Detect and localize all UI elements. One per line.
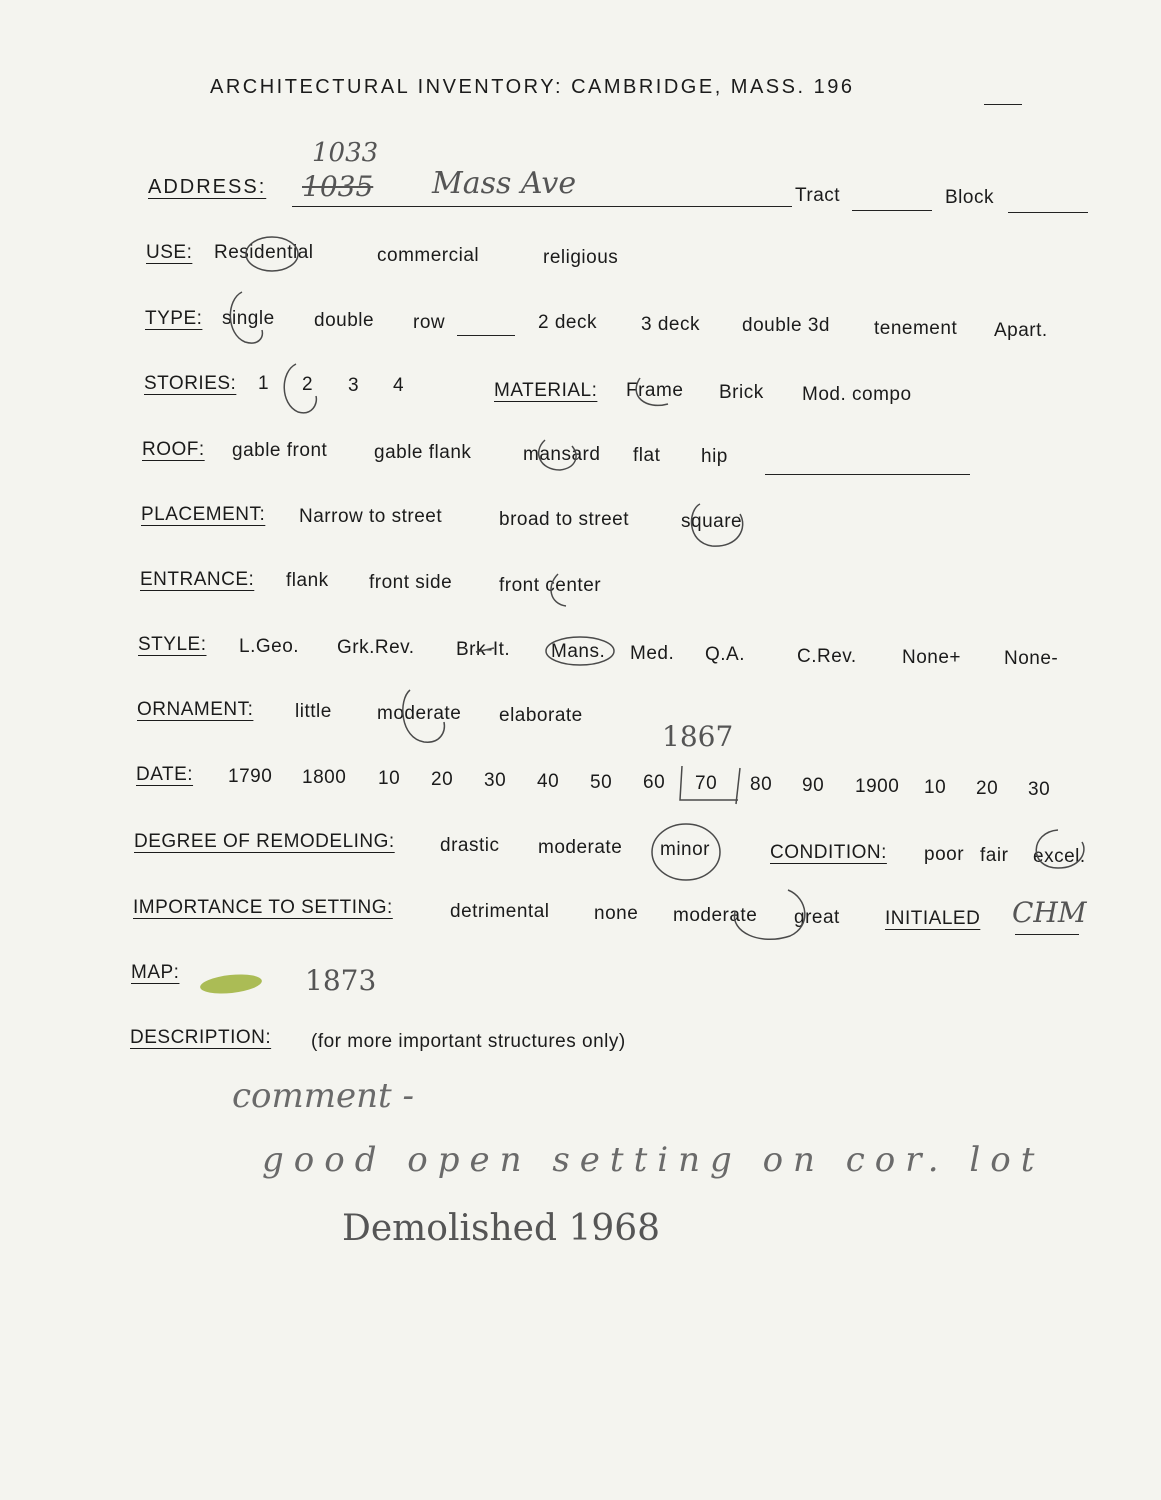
entrance-flank: flank <box>286 570 329 591</box>
ornament-elaborate: elaborate <box>499 705 583 726</box>
importance-great: great <box>794 907 840 928</box>
ornament-moderate: moderate <box>377 703 462 724</box>
date-label: DATE: <box>136 764 194 785</box>
remodeling-moderate: moderate <box>538 837 623 858</box>
address-number-old: 1035 <box>302 170 374 203</box>
stories-3: 3 <box>348 375 360 396</box>
roof-gable-flank: gable flank <box>374 442 472 463</box>
description-handwritten-setting: good open setting on cor. lot <box>262 1140 1045 1180</box>
type-2-deck: 2 deck <box>538 312 597 333</box>
remodeling-label: DEGREE OF REMODELING: <box>134 831 395 852</box>
style-brk-it: Brk-It. <box>456 639 511 660</box>
roof-label: ROOF: <box>142 439 205 460</box>
style-qa: Q.A. <box>705 644 746 665</box>
condition-poor: poor <box>924 844 965 865</box>
stories-label: STORIES: <box>144 373 237 394</box>
placement-label: PLACEMENT: <box>141 504 266 525</box>
material-mod-compo: Mod. compo <box>802 384 912 405</box>
date-1910: 10 <box>924 777 947 798</box>
date-40: 40 <box>537 771 560 792</box>
date-60: 60 <box>643 772 666 793</box>
type-tenement: tenement <box>874 318 958 339</box>
map-handwritten-year: 1873 <box>305 964 377 997</box>
date-70: 70 <box>695 773 718 794</box>
description-note: (for more important structures only) <box>311 1031 626 1052</box>
block-label: Block <box>945 187 994 208</box>
condition-fair: fair <box>980 845 1009 866</box>
style-l-geo: L.Geo. <box>239 636 300 657</box>
importance-detrimental: detrimental <box>450 901 550 922</box>
address-number-new: 1033 <box>312 138 379 168</box>
roof-hip: hip <box>701 446 728 467</box>
form-title: ARCHITECTURAL INVENTORY: CAMBRIDGE, MASS. 196 <box>210 76 855 98</box>
importance-moderate: moderate <box>673 905 758 926</box>
entrance-label: ENTRANCE: <box>140 569 255 590</box>
placement-square: square <box>681 511 743 532</box>
style-mans: Mans. <box>551 641 606 662</box>
tract-label: Tract <box>795 185 841 206</box>
date-30: 30 <box>484 770 507 791</box>
address-line <box>292 206 792 207</box>
address-street: Mass Ave <box>432 166 577 201</box>
type-apart: Apart. <box>994 320 1048 341</box>
type-3-deck: 3 deck <box>641 314 700 335</box>
ornament-little: little <box>295 701 332 722</box>
date-handwritten-year: 1867 <box>662 720 734 753</box>
roof-flat: flat <box>633 445 661 466</box>
material-label: MATERIAL: <box>494 380 598 401</box>
use-residential: Residential <box>214 242 314 263</box>
year-blank-line <box>984 104 1022 105</box>
map-label: MAP: <box>131 962 180 983</box>
roof-gable-front: gable front <box>232 440 328 461</box>
description-label: DESCRIPTION: <box>130 1027 272 1048</box>
remodeling-minor: minor <box>660 839 711 860</box>
entrance-front-side: front side <box>369 572 453 593</box>
block-line <box>1008 212 1088 213</box>
style-c-rev: C.Rev. <box>797 646 857 667</box>
initialed-label: INITIALED <box>885 908 981 929</box>
type-double-3d: double 3d <box>742 315 830 336</box>
date-1800: 1800 <box>302 767 347 788</box>
type-label: TYPE: <box>145 308 203 329</box>
placement-narrow: Narrow to street <box>299 506 443 527</box>
style-none-minus: None- <box>1004 648 1059 669</box>
date-80: 80 <box>750 774 773 795</box>
ornament-label: ORNAMENT: <box>137 699 254 720</box>
description-handwritten-comment: comment - <box>232 1076 414 1116</box>
condition-excel: excel. <box>1033 846 1086 867</box>
entrance-front-center: front center <box>499 575 602 596</box>
style-label: STYLE: <box>138 634 207 655</box>
style-none-plus: None+ <box>902 647 962 668</box>
use-religious: religious <box>543 247 619 268</box>
stories-1: 1 <box>258 373 270 394</box>
roof-mansard: mansard <box>523 444 601 465</box>
type-double: double <box>314 310 375 331</box>
importance-none: none <box>594 903 639 924</box>
material-frame: Frame <box>626 380 684 401</box>
material-brick: Brick <box>719 382 764 403</box>
address-label: ADDRESS: <box>148 176 267 198</box>
stories-4: 4 <box>393 375 405 396</box>
type-single: single <box>222 308 275 329</box>
date-20: 20 <box>431 769 454 790</box>
importance-label: IMPORTANCE TO SETTING: <box>133 897 393 918</box>
type-row: row <box>413 312 446 333</box>
placement-broad: broad to street <box>499 509 630 530</box>
condition-label: CONDITION: <box>770 842 887 863</box>
green-smudge <box>199 972 263 996</box>
description-handwritten-demolished: Demolished 1968 <box>342 1208 661 1249</box>
style-grk-rev: Grk.Rev. <box>337 637 415 658</box>
date-1920: 20 <box>976 778 999 799</box>
type-row-line <box>457 335 515 336</box>
roof-blank-line <box>765 474 970 475</box>
date-1790: 1790 <box>228 766 273 787</box>
use-label: USE: <box>146 242 193 263</box>
date-1900: 1900 <box>855 776 900 797</box>
date-90: 90 <box>802 775 825 796</box>
initialed-line <box>1015 934 1079 935</box>
date-1930: 30 <box>1028 779 1051 800</box>
date-50: 50 <box>590 772 613 793</box>
tract-line <box>852 210 932 211</box>
initialed-handwritten: CHM <box>1012 896 1087 929</box>
use-commercial: commercial <box>377 245 480 266</box>
stories-2: 2 <box>302 374 314 395</box>
style-med: Med. <box>630 643 675 664</box>
date-10: 10 <box>378 768 401 789</box>
remodeling-drastic: drastic <box>440 835 500 856</box>
